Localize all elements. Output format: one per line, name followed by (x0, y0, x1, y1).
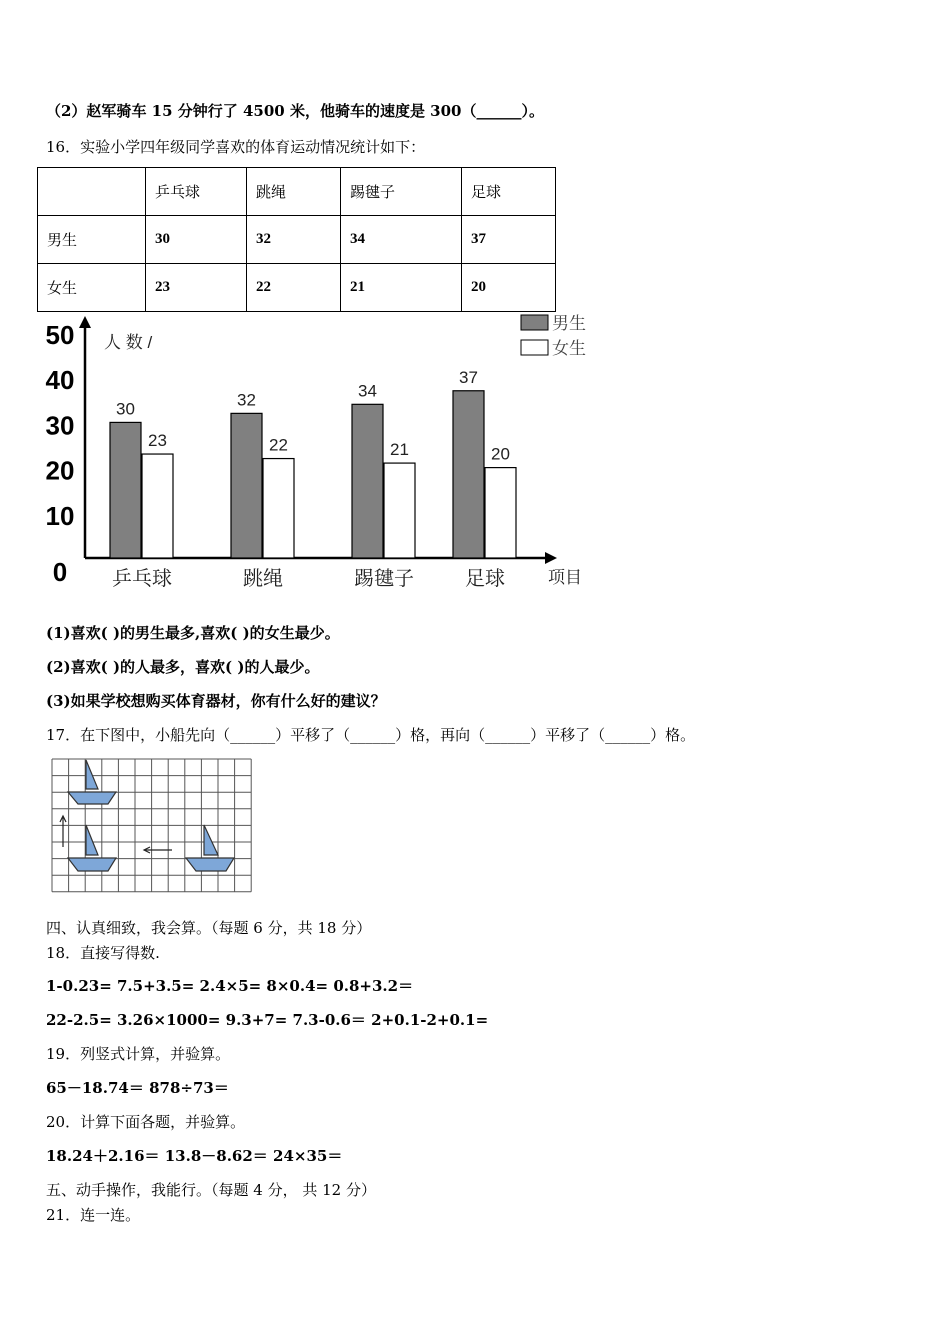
bar-boys (110, 422, 141, 558)
bar-chart (30, 312, 610, 597)
data-label: 22 (269, 435, 288, 455)
table-row (38, 216, 556, 264)
table-cell: 34 (341, 216, 462, 264)
data-label: 37 (459, 367, 478, 387)
x-tick-label: 踢毽子 (354, 566, 414, 590)
table-cell: 23 (146, 264, 247, 312)
y-axis-arrow-icon (79, 316, 91, 328)
data-label: 30 (116, 399, 135, 419)
q19-row: 65－18.74＝ 878÷73＝ (46, 1079, 229, 1097)
bar-girls (485, 468, 516, 558)
table-cell: 37 (462, 216, 556, 264)
q19-title: 19．列竖式计算，并验算。 (46, 1045, 231, 1063)
table-cell: 22 (247, 264, 341, 312)
legend-swatch (521, 340, 548, 355)
q16-sub2: (2)喜欢( )的人最多，喜欢( )的人最少。 (46, 658, 320, 676)
boat-translation-grid (50, 757, 254, 893)
y-tick-label: 0 (52, 557, 68, 587)
table-cell: 32 (247, 216, 341, 264)
bar-girls (142, 454, 173, 558)
x-tick-label: 乒乓球 (112, 566, 172, 590)
table-header-cell: 跳绳 (247, 168, 341, 216)
table-header-cell: 乒乓球 (146, 168, 247, 216)
table-row (38, 264, 556, 312)
data-label: 21 (390, 440, 409, 460)
q16-title: 16．实验小学四年级同学喜欢的体育运动情况统计如下： (46, 138, 426, 156)
table-header-cell: 足球 (462, 168, 556, 216)
y-tick-label: 30 (45, 410, 75, 441)
data-label: 20 (491, 444, 510, 464)
x-axis-label: 项目 (548, 568, 582, 588)
q16-sub1: (1)喜欢( )的男生最多,喜欢( )的女生最少。 (46, 624, 340, 642)
row-label: 女生 (38, 264, 146, 312)
x-axis-arrow-icon (545, 552, 557, 564)
boat-icon (68, 825, 116, 871)
q20-row: 18.24＋2.16＝ 13.8－8.62＝ 24×35＝ (46, 1147, 343, 1165)
bar-girls (384, 463, 415, 558)
data-label: 32 (237, 390, 256, 410)
y-tick-label: 20 (45, 455, 75, 486)
table-cell: 20 (462, 264, 556, 312)
boat-icon (186, 825, 234, 871)
bar-girls (263, 459, 294, 558)
bar-boys (453, 391, 484, 558)
q18-title: 18．直接写得数. (46, 944, 160, 962)
q20-title: 20．计算下面各题，并验算。 (46, 1113, 246, 1131)
q21-title: 21．连一连。 (46, 1206, 141, 1224)
bar-boys (352, 404, 383, 558)
y-axis-label: 人 数 / (104, 333, 153, 352)
y-tick-label: 50 (45, 320, 75, 350)
y-tick-label: 40 (45, 365, 75, 396)
data-label: 34 (358, 381, 377, 401)
table-header-cell (38, 168, 146, 216)
table-cell: 30 (146, 216, 247, 264)
q18-row2: 22-2.5= 3.26×1000= 9.3+7= 7.3-0.6＝ 2+0.1-2+0.1= (46, 1011, 489, 1029)
table-header-cell: 踢毽子 (341, 168, 462, 216)
table-header-row (38, 168, 556, 216)
x-tick-label: 跳绳 (243, 566, 283, 590)
bar-boys (231, 413, 262, 558)
row-label: 男生 (38, 216, 146, 264)
q17-text: 17．在下图中，小船先向（______）平移了（______）格，再向（______）平移了（______）格。 (46, 726, 696, 744)
section5-title: 五、动手操作，我能行。（每题 4 分， 共 12 分） (46, 1181, 376, 1199)
legend-label: 女生 (552, 339, 586, 359)
legend-swatch (521, 315, 548, 330)
table-cell: 21 (341, 264, 462, 312)
x-tick-label: 足球 (465, 566, 505, 590)
data-label: 23 (148, 431, 167, 451)
q16-sub3: (3)如果学校想购买体育器材，你有什么好的建议？ (46, 692, 386, 710)
q15-part2: （2）赵军骑车 15 分钟行了 4500 米，他骑车的速度是 300（______）。 (46, 102, 544, 120)
y-tick-label: 10 (45, 500, 75, 531)
sports-stats-table (37, 167, 556, 312)
legend-label: 男生 (552, 314, 586, 334)
section4-title: 四、认真细致，我会算。（每题 6 分，共 18 分） (46, 919, 372, 937)
boat-icon (68, 760, 116, 804)
q18-row1: 1-0.23= 7.5+3.5= 2.4×5= 8×0.4= 0.8+3.2＝ (46, 977, 414, 995)
